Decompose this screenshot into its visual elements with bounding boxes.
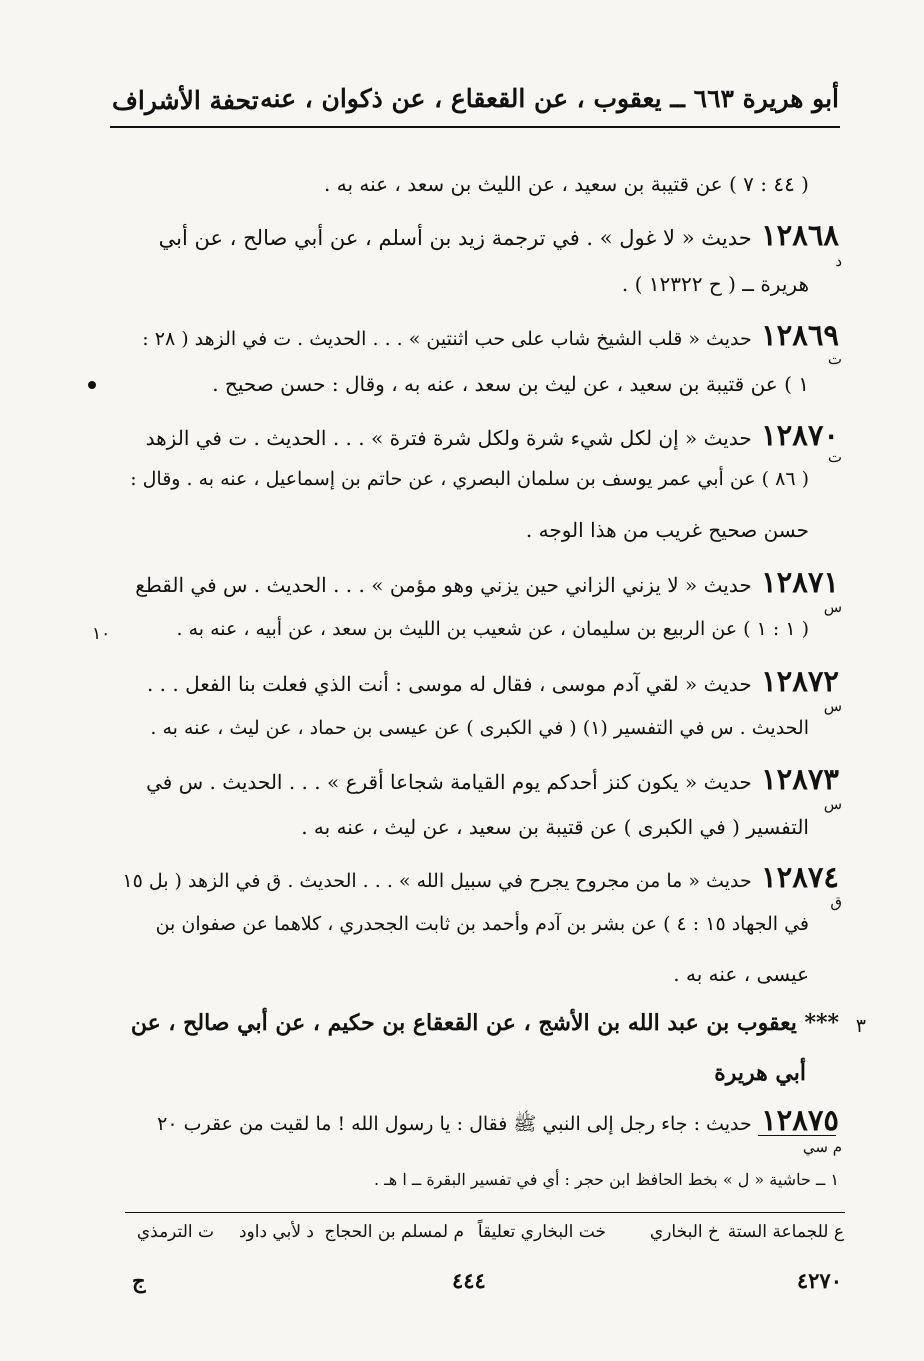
source-symbol: د (835, 252, 842, 270)
text-line: ( ٤٤ : ٧ ) عن قتيبة بن سعيد ، عن الليث بن سعد ، عنه به . (324, 172, 809, 196)
hadith-number: ١٢٨٦٩ (761, 318, 839, 352)
hadith-number: ١٢٨٧٠ (761, 418, 839, 452)
hadith-number: ١٢٨٦٨ (761, 218, 839, 252)
hadith-entry-line (159, 218, 839, 252)
legend-item: خ البخاري (649, 1222, 719, 1242)
footer-entry-number: ٤٢٧٠ (796, 1268, 842, 1293)
hadith-text: حديث « لا يزني الزاني حين يزني وهو مؤمن » . . . الحديث . س في القطع (135, 573, 752, 597)
legend-item: خت البخاري تعليقاً (477, 1222, 606, 1242)
hadith-entry-line (157, 1103, 839, 1140)
legend-item: د لأبي داود (238, 1222, 314, 1242)
hadith-number: ١٢٨٧٤ (761, 860, 839, 894)
hadith-number: ١٢٨٧٣ (761, 762, 839, 796)
hadith-number: ١٢٨٧١ (761, 565, 839, 599)
hadith-text: حديث « ما من مجروح يجرح في سبيل الله » . . . الحديث . ق في الزهد ( بل ١٥ (122, 870, 752, 892)
hadith-number: ١٢٨٧٢ (761, 664, 839, 698)
chain-heading: أبي هريرة (714, 1060, 806, 1086)
header-divider (110, 126, 840, 128)
hadith-text: حديث « يكون كنز أحدكم يوم القيامة شجاعا أقرع » . . . الحديث . س في (146, 770, 752, 794)
legend-item: ع للجماعة الستة (727, 1222, 844, 1242)
margin-bullet (88, 381, 96, 389)
text-line: التفسير ( في الكبرى ) عن قتيبة بن سعيد ، عن ليث ، عنه به . (301, 815, 809, 839)
footnote: ١ ــ حاشية « ل » بخط الحافظ ابن حجر : أي في تفسير البقرة ــ ا هـ . (373, 1170, 839, 1189)
text-line: في الجهاد ١٥ : ٤ ) عن بشر بن آدم وأحمد بن ثابت الجحدري ، كلاهما عن صفوان بن (155, 913, 809, 935)
text-line: هريرة ــ ( ح ١٢٣٢٢ ) . (621, 272, 809, 296)
hadith-entry-line (146, 762, 839, 796)
text-line: الحديث . س في التفسير (١) ( في الكبرى ) عن عيسى بن حماد ، عن ليث ، عنه به . (150, 717, 809, 739)
text-line: ( ١ : ١ ) عن الربيع بن سليمان ، عن شعيب بن الليث بن سعد ، عن أبيه ، عنه به . (176, 618, 809, 640)
text-line: ١ ) عن قتيبة بن سعيد ، عن ليث بن سعد ، عنه به ، وقال : حسن صحيح . (212, 372, 809, 396)
hadith-text: حديث « لقي آدم موسى ، فقال له موسى : أنت الذي فعلت بنا الفعل . . . (146, 672, 752, 696)
source-symbol: س (823, 697, 842, 715)
text-line: حسن صحيح غريب من هذا الوجه . (525, 518, 809, 542)
margin-number: ٣ (855, 1015, 866, 1037)
source-symbol: م سي (802, 1138, 842, 1156)
chain-heading: *** يعقوب بن عبد الله بن الأشج ، عن القعقاع بن حكيم ، عن أبي صالح ، عن (130, 1010, 839, 1036)
legend-item: م لمسلم بن الحجاج (324, 1222, 464, 1242)
hadith-entry-line (122, 860, 839, 894)
hadith-text: حديث « قلب الشيخ شاب على حب اثنتين » . . . الحديث . ت في الزهد ( ٢٨ : (142, 328, 752, 350)
text-line: عيسى ، عنه به . (673, 962, 809, 986)
footnote-divider (758, 1135, 836, 1136)
hadith-number: ١٢٨٧٥ (761, 1103, 839, 1137)
hadith-entry-line (147, 664, 839, 698)
source-symbol: ت (827, 448, 842, 466)
source-symbol: ت (827, 350, 842, 368)
hadith-entry-line (135, 565, 839, 599)
legend-item: ت الترمذي (136, 1222, 214, 1242)
footer-signature-mark: ج (132, 1268, 146, 1293)
hadith-text: حديث : جاء رجل إلى النبي ﷺ فقال : يا رسول الله ! ما لقيت من عقرب ٢٠ (157, 1113, 752, 1135)
page-number: ٤٤٤ (452, 1268, 486, 1293)
hadith-text: حديث « لا غول » . في ترجمة زيد بن أسلم ، عن أبي صالح ، عن أبي (158, 226, 752, 250)
text-line: ( ٨٦ ) عن أبي عمر يوسف بن سلمان البصري ، عن حاتم بن إسماعيل ، عنه به . وقال : (130, 468, 809, 490)
running-header-title: أبو هريرة ٦٦٣ ــ يعقوب ، عن القعقاع ، عن ذكوان ، عنه (260, 84, 839, 113)
margin-number: ١٠ (92, 624, 111, 644)
source-symbol: س (823, 795, 842, 813)
hadith-entry-line (142, 318, 839, 352)
hadith-text: حديث « إن لكل شيء شرة ولكل شرة فترة » . . . الحديث . ت في الزهد (145, 426, 752, 450)
hadith-entry-line (146, 418, 839, 452)
running-header-book-title: تحفة الأشراف (112, 86, 259, 115)
source-symbol: س (823, 598, 842, 616)
legend-divider (125, 1212, 845, 1213)
source-symbol: ق (830, 893, 842, 911)
